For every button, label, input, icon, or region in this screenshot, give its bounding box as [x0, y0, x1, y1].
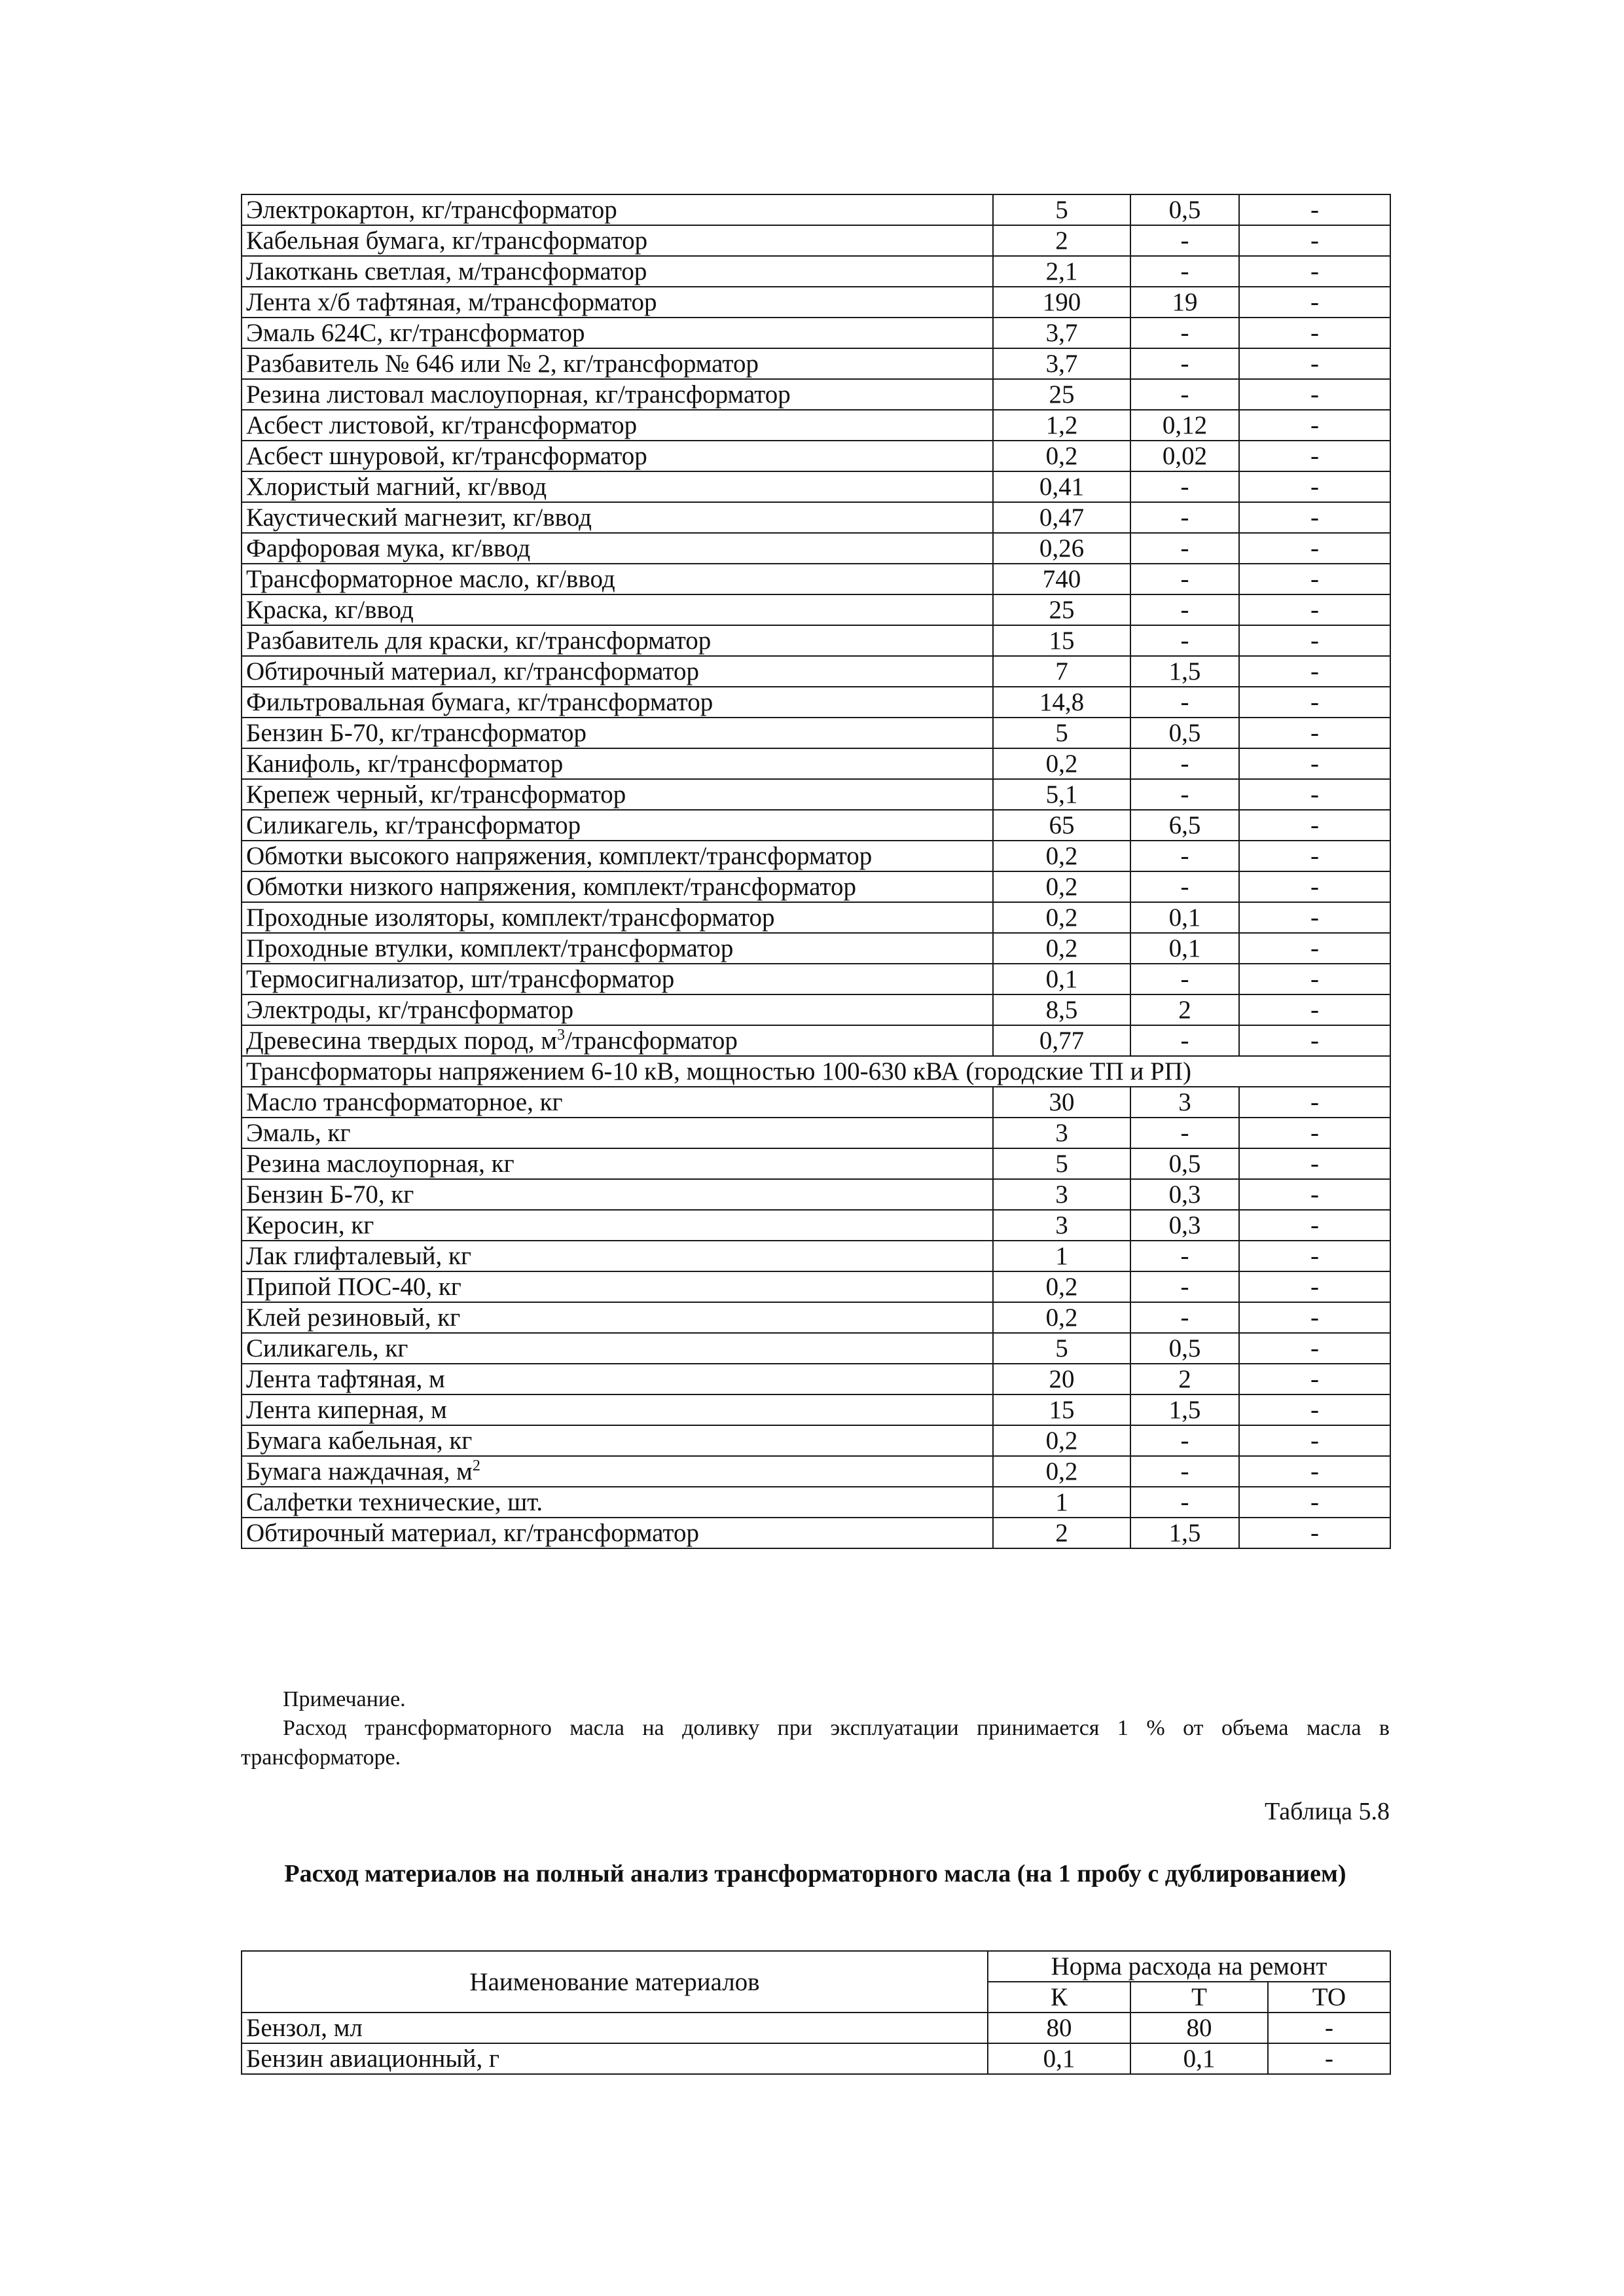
- section-header-row: [242, 1056, 1390, 1087]
- table-row: [242, 194, 1390, 225]
- norm-to-cell: -: [1239, 1210, 1390, 1241]
- table-row: [242, 810, 1390, 841]
- norm-to-cell: -: [1239, 1456, 1390, 1487]
- norm-k-cell: 5,1: [993, 779, 1130, 810]
- norm-k-cell: 0,26: [993, 533, 1130, 564]
- norm-k-cell: 0,2: [993, 902, 1130, 933]
- table-row: [242, 2043, 1390, 2074]
- material-name-cell: Клей резиновый, кг: [242, 1302, 993, 1333]
- norm-t-cell: 3: [1130, 1087, 1239, 1118]
- header-norm: Норма расхода на ремонт: [988, 1951, 1390, 1982]
- norm-k-cell: 15: [993, 1394, 1130, 1425]
- table-row: [242, 379, 1390, 410]
- material-name-cell: Лента тафтяная, м: [242, 1364, 993, 1394]
- norm-k-cell: 0,2: [993, 841, 1130, 871]
- norm-k-cell: 3,7: [993, 348, 1130, 379]
- material-name-cell: Обмотки высокого напряжения, комплект/трансформатор: [242, 841, 993, 871]
- norm-to-cell: -: [1239, 748, 1390, 779]
- norm-t-cell: -: [1130, 471, 1239, 502]
- norm-t-cell: 0,5: [1130, 1148, 1239, 1179]
- table-row: [242, 1518, 1390, 1548]
- norm-to-cell: -: [1239, 871, 1390, 902]
- norm-to-cell: -: [1239, 902, 1390, 933]
- norm-t-cell: -: [1130, 564, 1239, 594]
- table-row: [242, 348, 1390, 379]
- table-row: [242, 256, 1390, 287]
- norm-t-cell: 1,5: [1130, 1518, 1239, 1548]
- norm-t-cell: 6,5: [1130, 810, 1239, 841]
- norm-k-cell: 0,1: [993, 964, 1130, 994]
- norm-to-cell: -: [1239, 533, 1390, 564]
- norm-k-cell: 20: [993, 1364, 1130, 1394]
- norm-to-cell: -: [1239, 779, 1390, 810]
- norm-t-cell: -: [1130, 502, 1239, 533]
- oil-analysis-table: [241, 1950, 1391, 2075]
- norm-to-cell: -: [1239, 933, 1390, 964]
- table-row: [242, 994, 1390, 1025]
- norm-k-cell: 25: [993, 594, 1130, 625]
- norm-to-cell: -: [1268, 2043, 1390, 2074]
- norm-to-cell: -: [1239, 1518, 1390, 1548]
- table-row: [242, 871, 1390, 902]
- norm-t-cell: -: [1130, 1487, 1239, 1518]
- norm-k-cell: 0,2: [993, 748, 1130, 779]
- unit-superscript: 2: [472, 1457, 480, 1474]
- norm-k-cell: 0,2: [993, 1456, 1130, 1487]
- note-text: Расход трансформаторного масла на доливку при эксплуатации принимается 1 % от объема масла в трансформаторе.: [241, 1716, 1390, 1770]
- norm-t-cell: -: [1130, 256, 1239, 287]
- table-row: [242, 1333, 1390, 1364]
- table-row: [242, 1425, 1390, 1456]
- table-row: [242, 841, 1390, 871]
- norm-t-cell: -: [1130, 1456, 1239, 1487]
- material-name-cell: Силикагель, кг/трансформатор: [242, 810, 993, 841]
- table-row: [242, 1302, 1390, 1333]
- norm-t-cell: -: [1130, 1118, 1239, 1148]
- table-row: [242, 902, 1390, 933]
- norm-t-cell: -: [1130, 594, 1239, 625]
- norm-to-cell: -: [1239, 1179, 1390, 1210]
- material-name-cell: Бензин авиационный, г: [242, 2043, 988, 2074]
- material-name-cell: Трансформаторное масло, кг/ввод: [242, 564, 993, 594]
- table-row: [242, 1364, 1390, 1394]
- norm-t-cell: 1,5: [1130, 1394, 1239, 1425]
- material-name-cell: Лакоткань светлая, м/трансформатор: [242, 256, 993, 287]
- norm-k-cell: 0,2: [993, 871, 1130, 902]
- table-row: [242, 564, 1390, 594]
- material-name-cell: Термосигнализатор, шт/трансформатор: [242, 964, 993, 994]
- table-row: [242, 287, 1390, 318]
- norm-to-cell: -: [1239, 410, 1390, 441]
- norm-k-cell: 0,47: [993, 502, 1130, 533]
- materials-table-body: [242, 194, 1390, 1548]
- material-name-cell: Припой ПОС-40, кг: [242, 1271, 993, 1302]
- table-row: [242, 318, 1390, 348]
- norm-k-cell: 5: [993, 1148, 1130, 1179]
- norm-k-cell: 0,77: [993, 1025, 1130, 1056]
- norm-t-cell: -: [1130, 1241, 1239, 1271]
- unit-superscript: 3: [557, 1027, 566, 1044]
- material-name-cell: Керосин, кг: [242, 1210, 993, 1241]
- material-name-cell: Бензин Б-70, кг: [242, 1179, 993, 1210]
- norm-k-cell: 5: [993, 718, 1130, 748]
- norm-t-cell: 2: [1130, 1364, 1239, 1394]
- norm-k-cell: 1,2: [993, 410, 1130, 441]
- material-name-text: Бумага наждачная, м: [246, 1457, 473, 1485]
- norm-t-cell: 1,5: [1130, 656, 1239, 687]
- norm-to-cell: -: [1239, 1241, 1390, 1271]
- norm-t-cell: -: [1130, 348, 1239, 379]
- table-row: [242, 1394, 1390, 1425]
- table-row: [242, 1271, 1390, 1302]
- norm-to-cell: -: [1239, 964, 1390, 994]
- material-name-cell: [242, 1456, 993, 1487]
- norm-to-cell: -: [1239, 1425, 1390, 1456]
- material-name-cell: Асбест шнуровой, кг/трансформатор: [242, 441, 993, 471]
- material-name-cell: Канифоль, кг/трансформатор: [242, 748, 993, 779]
- norm-to-cell: -: [1239, 1271, 1390, 1302]
- header-col-t: Т: [1130, 1982, 1268, 2013]
- section-title-cell: Трансформаторы напряжением 6-10 кВ, мощностью 100-630 кВА (городские ТП и РП): [242, 1056, 1390, 1087]
- norm-k-cell: 0,2: [993, 1271, 1130, 1302]
- table-row: [242, 1148, 1390, 1179]
- material-name-cell: Фильтровальная бумага, кг/трансформатор: [242, 687, 993, 718]
- table-row: [242, 1087, 1390, 1118]
- norm-to-cell: -: [1239, 656, 1390, 687]
- norm-to-cell: -: [1239, 1487, 1390, 1518]
- norm-t-cell: 0,5: [1130, 1333, 1239, 1364]
- norm-t-cell: 0,1: [1130, 902, 1239, 933]
- table-row: [242, 748, 1390, 779]
- table-number-label: Таблица 5.8: [1264, 1798, 1390, 1825]
- norm-k-cell: 2: [993, 225, 1130, 256]
- table-row: [242, 933, 1390, 964]
- norm-k-cell: 25: [993, 379, 1130, 410]
- table-row: [242, 1179, 1390, 1210]
- table-row: [242, 1210, 1390, 1241]
- material-name-cell: Разбавитель для краски, кг/трансформатор: [242, 625, 993, 656]
- norm-k-cell: 3: [993, 1210, 1130, 1241]
- norm-to-cell: -: [1239, 994, 1390, 1025]
- note-title: Примечание.: [283, 1687, 406, 1711]
- norm-t-cell: 80: [1130, 2013, 1268, 2043]
- norm-to-cell: -: [1239, 841, 1390, 871]
- material-name-cell: Эмаль 624С, кг/трансформатор: [242, 318, 993, 348]
- table-row: [242, 964, 1390, 994]
- norm-t-cell: 0,5: [1130, 718, 1239, 748]
- norm-k-cell: 15: [993, 625, 1130, 656]
- norm-to-cell: -: [1239, 318, 1390, 348]
- material-name-cell: Асбест листовой, кг/трансформатор: [242, 410, 993, 441]
- norm-k-cell: 1: [993, 1487, 1130, 1518]
- norm-t-cell: -: [1130, 964, 1239, 994]
- norm-to-cell: -: [1239, 1394, 1390, 1425]
- norm-to-cell: -: [1239, 594, 1390, 625]
- norm-k-cell: 14,8: [993, 687, 1130, 718]
- norm-k-cell: 2: [993, 1518, 1130, 1548]
- norm-t-cell: -: [1130, 225, 1239, 256]
- material-name-cell: Резина маслоупорная, кг: [242, 1148, 993, 1179]
- material-name-cell: Электрокартон, кг/трансформатор: [242, 194, 993, 225]
- material-name-cell: Силикагель, кг: [242, 1333, 993, 1364]
- table-row: [242, 594, 1390, 625]
- norm-k-cell: 0,2: [993, 1302, 1130, 1333]
- material-name-cell: Обтирочный материал, кг/трансформатор: [242, 1518, 993, 1548]
- table-row: [242, 1241, 1390, 1271]
- norm-t-cell: 0,3: [1130, 1210, 1239, 1241]
- table-row: [242, 1487, 1390, 1518]
- norm-to-cell: -: [1239, 441, 1390, 471]
- table-row: [242, 1025, 1390, 1056]
- material-name-cell: Лак глифталевый, кг: [242, 1241, 993, 1271]
- material-name-cell: Крепеж черный, кг/трансформатор: [242, 779, 993, 810]
- material-name-cell: Кабельная бумага, кг/трансформатор: [242, 225, 993, 256]
- norm-k-cell: 3,7: [993, 318, 1130, 348]
- norm-t-cell: -: [1130, 779, 1239, 810]
- table-row: [242, 2013, 1390, 2043]
- norm-k-cell: 2,1: [993, 256, 1130, 287]
- norm-to-cell: -: [1239, 625, 1390, 656]
- header-col-to: ТО: [1268, 1982, 1390, 2013]
- table-row: [242, 1118, 1390, 1148]
- norm-k-cell: 740: [993, 564, 1130, 594]
- norm-to-cell: -: [1239, 379, 1390, 410]
- material-name-text: Древесина твердых пород, м: [246, 1027, 558, 1055]
- norm-k-cell: 30: [993, 1087, 1130, 1118]
- norm-to-cell: -: [1239, 718, 1390, 748]
- norm-to-cell: -: [1239, 225, 1390, 256]
- material-name-cell: Бумага кабельная, кг: [242, 1425, 993, 1456]
- header-material-name: Наименование материалов: [242, 1951, 988, 2013]
- table-row: [242, 779, 1390, 810]
- norm-to-cell: -: [1239, 687, 1390, 718]
- material-name-cell: Эмаль, кг: [242, 1118, 993, 1148]
- norm-k-cell: 0,2: [993, 933, 1130, 964]
- norm-t-cell: 0,5: [1130, 194, 1239, 225]
- material-name-cell: Обтирочный материал, кг/трансформатор: [242, 656, 993, 687]
- norm-to-cell: -: [1239, 1364, 1390, 1394]
- norm-k-cell: 0,1: [988, 2043, 1130, 2074]
- table-row: [242, 225, 1390, 256]
- norm-to-cell: -: [1239, 471, 1390, 502]
- material-name-cell: Бензол, мл: [242, 2013, 988, 2043]
- table-row: [242, 471, 1390, 502]
- header-col-k: К: [988, 1982, 1130, 2013]
- norm-t-cell: 0,12: [1130, 410, 1239, 441]
- material-name-cell: Резина листовал маслоупорная, кг/трансформатор: [242, 379, 993, 410]
- materials-table: [241, 194, 1391, 1549]
- material-name-cell: Электроды, кг/трансформатор: [242, 994, 993, 1025]
- material-name-cell: Разбавитель № 646 или № 2, кг/трансформатор: [242, 348, 993, 379]
- norm-t-cell: 19: [1130, 287, 1239, 318]
- norm-k-cell: 0,41: [993, 471, 1130, 502]
- norm-t-cell: 2: [1130, 994, 1239, 1025]
- norm-t-cell: 0,02: [1130, 441, 1239, 471]
- norm-to-cell: -: [1239, 1025, 1390, 1056]
- table-row: [242, 718, 1390, 748]
- table-row: [242, 656, 1390, 687]
- norm-k-cell: 65: [993, 810, 1130, 841]
- material-name-suffix: /трансформатор: [565, 1027, 738, 1055]
- material-name-cell: [242, 1025, 993, 1056]
- table-row: [242, 687, 1390, 718]
- material-name-cell: Лента х/б тафтяная, м/трансформатор: [242, 287, 993, 318]
- norm-to-cell: -: [1239, 810, 1390, 841]
- norm-to-cell: -: [1239, 1302, 1390, 1333]
- norm-k-cell: 3: [993, 1179, 1130, 1210]
- norm-t-cell: -: [1130, 1271, 1239, 1302]
- norm-k-cell: 5: [993, 1333, 1130, 1364]
- table-row: [242, 533, 1390, 564]
- material-name-cell: Краска, кг/ввод: [242, 594, 993, 625]
- material-name-cell: Лента киперная, м: [242, 1394, 993, 1425]
- norm-to-cell: -: [1239, 564, 1390, 594]
- norm-to-cell: -: [1239, 1148, 1390, 1179]
- material-name-cell: Каустический магнезит, кг/ввод: [242, 502, 993, 533]
- norm-t-cell: -: [1130, 379, 1239, 410]
- header-row: [242, 1951, 1390, 1982]
- norm-t-cell: 0,3: [1130, 1179, 1239, 1210]
- norm-t-cell: -: [1130, 318, 1239, 348]
- norm-to-cell: -: [1268, 2013, 1390, 2043]
- norm-to-cell: -: [1239, 1118, 1390, 1148]
- norm-k-cell: 8,5: [993, 994, 1130, 1025]
- material-name-cell: Салфетки технические, шт.: [242, 1487, 993, 1518]
- table-row: [242, 441, 1390, 471]
- norm-t-cell: 0,1: [1130, 2043, 1268, 2074]
- table-row: [242, 502, 1390, 533]
- material-name-cell: Обмотки низкого напряжения, комплект/трансформатор: [242, 871, 993, 902]
- norm-t-cell: -: [1130, 871, 1239, 902]
- norm-t-cell: -: [1130, 687, 1239, 718]
- table-row: [242, 1456, 1390, 1487]
- norm-t-cell: -: [1130, 625, 1239, 656]
- material-name-cell: Проходные изоляторы, комплект/трансформатор: [242, 902, 993, 933]
- table-row: [242, 410, 1390, 441]
- norm-to-cell: -: [1239, 1087, 1390, 1118]
- norm-to-cell: -: [1239, 194, 1390, 225]
- norm-to-cell: -: [1239, 256, 1390, 287]
- norm-t-cell: 0,1: [1130, 933, 1239, 964]
- material-name-cell: Проходные втулки, комплект/трансформатор: [242, 933, 993, 964]
- norm-k-cell: 1: [993, 1241, 1130, 1271]
- norm-t-cell: -: [1130, 1425, 1239, 1456]
- oil-analysis-table-body: [242, 2013, 1390, 2074]
- material-name-cell: Хлористый магний, кг/ввод: [242, 471, 993, 502]
- norm-t-cell: -: [1130, 1025, 1239, 1056]
- norm-t-cell: -: [1130, 533, 1239, 564]
- norm-t-cell: -: [1130, 841, 1239, 871]
- norm-k-cell: 0,2: [993, 1425, 1130, 1456]
- material-name-cell: Фарфоровая мука, кг/ввод: [242, 533, 993, 564]
- material-name-cell: Масло трансформаторное, кг: [242, 1087, 993, 1118]
- norm-k-cell: 5: [993, 194, 1130, 225]
- norm-t-cell: -: [1130, 1302, 1239, 1333]
- norm-t-cell: -: [1130, 748, 1239, 779]
- norm-k-cell: 7: [993, 656, 1130, 687]
- norm-k-cell: 0,2: [993, 441, 1130, 471]
- norm-to-cell: -: [1239, 348, 1390, 379]
- norm-to-cell: -: [1239, 1333, 1390, 1364]
- norm-to-cell: -: [1239, 287, 1390, 318]
- norm-to-cell: -: [1239, 502, 1390, 533]
- table-row: [242, 625, 1390, 656]
- norm-k-cell: 190: [993, 287, 1130, 318]
- table-caption: Расход материалов на полный анализ трансформаторного масла (на 1 пробу с дублированием): [284, 1860, 1346, 1887]
- norm-k-cell: 3: [993, 1118, 1130, 1148]
- material-name-cell: Бензин Б-70, кг/трансформатор: [242, 718, 993, 748]
- norm-k-cell: 80: [988, 2013, 1130, 2043]
